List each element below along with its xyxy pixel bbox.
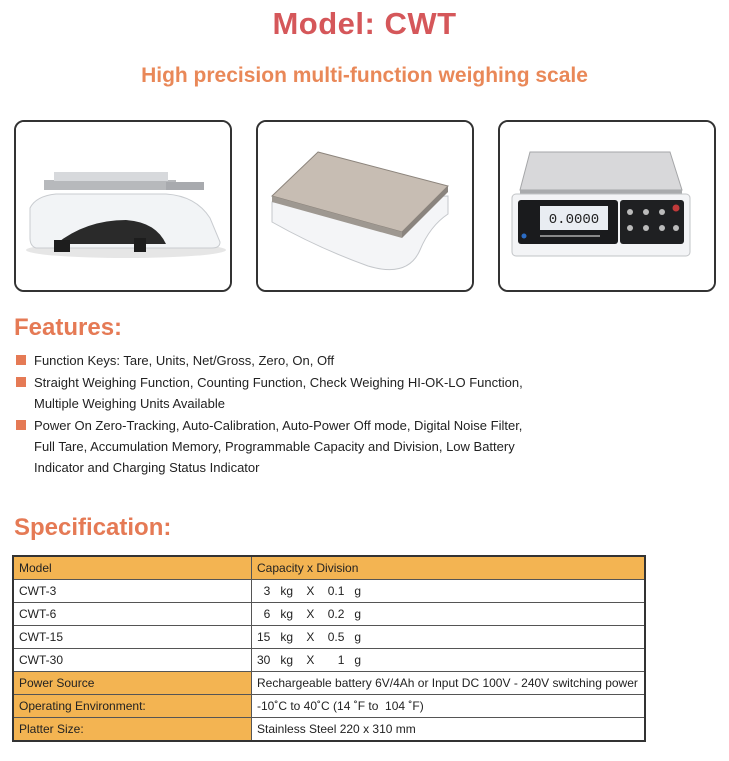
scale-photo-angle-view — [256, 120, 474, 292]
table-row — [13, 672, 645, 695]
feature-line: Full Tare, Accumulation Memory, Programmable Capacity and Division, Low Battery — [34, 439, 515, 454]
table-row — [13, 718, 645, 742]
feature-item — [14, 372, 714, 414]
feature-line: Straight Weighing Function, Counting Function, Check Weighing HI-OK-LO Function, — [34, 375, 523, 390]
scale-front-illustration — [500, 122, 714, 290]
table-header-cell: Capacity x Division — [252, 556, 646, 580]
table-row — [13, 649, 645, 672]
feature-line: Function Keys: Tare, Units, Net/Gross, Zero, On, Off — [34, 353, 335, 368]
property-label-cell: Operating Environment: — [13, 695, 252, 718]
capacity-cell: 3 kg X 0.1 g — [252, 580, 646, 603]
feature-item — [14, 350, 714, 371]
feature-line: Indicator and Charging Status Indicator — [34, 460, 260, 475]
property-value-cell: -10˚C to 40˚C (14 ˚F to 104 ˚F) — [252, 695, 646, 718]
feature-item — [14, 415, 714, 478]
property-value-cell: Stainless Steel 220 x 310 mm — [252, 718, 646, 742]
table-row — [13, 695, 645, 718]
features-heading: Features: — [14, 314, 123, 341]
features-list — [14, 350, 714, 479]
page-title: Model: CWT — [272, 6, 457, 41]
display-reading: 0.0000 — [548, 212, 600, 228]
scale-side-illustration — [16, 122, 230, 290]
table-row — [13, 580, 645, 603]
model-cell: CWT-6 — [13, 603, 252, 626]
scale-photo-front-view — [498, 120, 716, 292]
property-value-cell: Rechargeable battery 6V/4Ah or Input DC 100V - 240V switching power — [252, 672, 646, 695]
property-label-cell: Platter Size: — [13, 718, 252, 742]
table-row — [13, 603, 645, 626]
capacity-cell: 6 kg X 0.2 g — [252, 603, 646, 626]
bullet-square-icon — [16, 355, 26, 365]
table-header-cell: Model — [13, 556, 252, 580]
model-cell: CWT-30 — [13, 649, 252, 672]
property-label-cell: Power Source — [13, 672, 252, 695]
table-row — [13, 626, 645, 649]
scale-angle-illustration — [258, 122, 472, 290]
feature-line: Power On Zero-Tracking, Auto-Calibration, Auto-Power Off mode, Digital Noise Filter, — [34, 418, 523, 433]
specification-table — [12, 555, 646, 742]
feature-line: Multiple Weighing Units Available — [34, 396, 226, 411]
scale-photo-side-view — [14, 120, 232, 292]
model-cell: CWT-3 — [13, 580, 252, 603]
capacity-cell: 15 kg X 0.5 g — [252, 626, 646, 649]
specification-heading: Specification: — [14, 514, 172, 541]
bullet-square-icon — [16, 377, 26, 387]
page-subtitle: High precision multi-function weighing scale — [141, 64, 588, 87]
table-header-row — [13, 556, 645, 580]
model-cell: CWT-15 — [13, 626, 252, 649]
capacity-cell: 30 kg X 1 g — [252, 649, 646, 672]
bullet-square-icon — [16, 420, 26, 430]
